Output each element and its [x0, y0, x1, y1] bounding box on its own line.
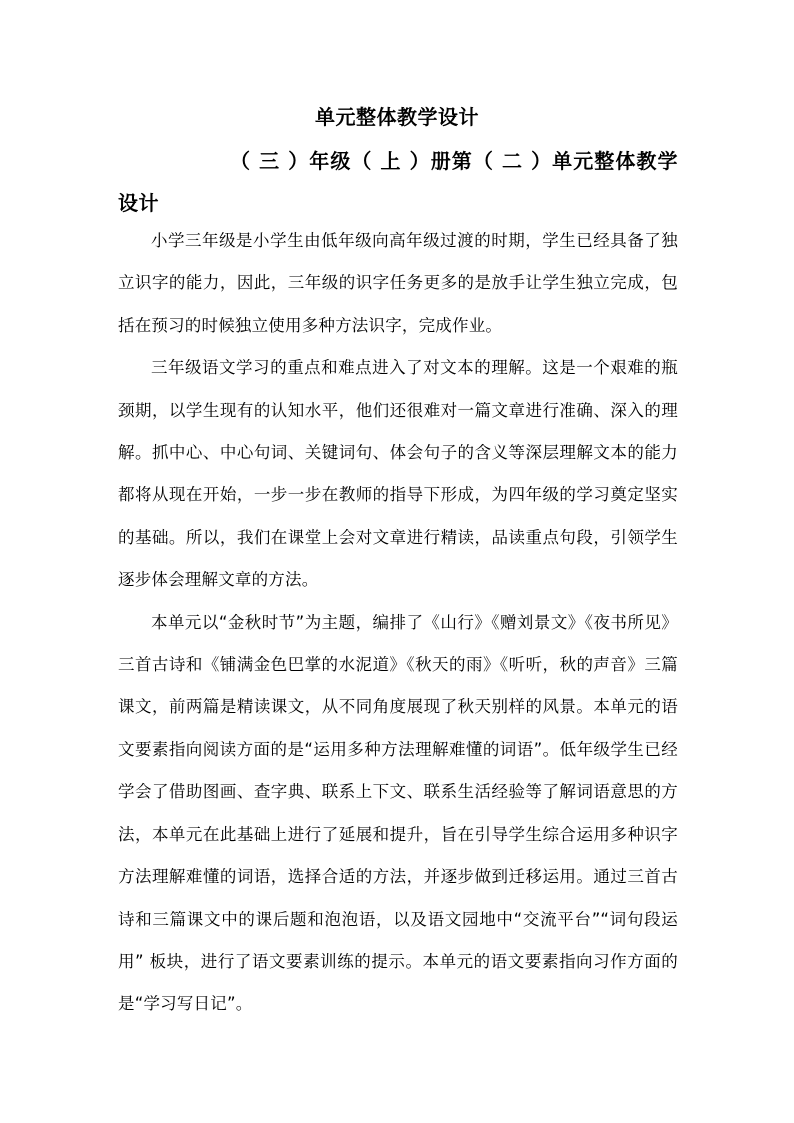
document-title: 单元整体教学设计	[315, 105, 479, 129]
document-subtitle: （ 三 ）年级（ 上 ）册第（ 二 ）单元整体教学设计	[118, 149, 678, 215]
paragraph: 本单元以“金秋时节”为主题，编排了《山行》《赠刘景文》《夜书所见》三首古诗和《铺满金色巴掌的水泥道》《秋天的雨》《听听，秋的声音》三篇课文，前两篇是精读课文，从不同角度展现了秋天别样的风景。本单元的语文要素指向阅读方面的是“运用多种方法理解难懂的词语”。低年级学生已经学会了借助图画、查字典、联系上下文、联系生活经验等了解词语意思的方法，本单元在此基础上进行了延展和提升，旨在引导学生综合运用多种识字方法理解难懂的词语，选择合适的方法，并逐步做到迁移运用。通过三首古诗和三篇课文中的课后题和泡泡语，以及语文园地中“交流平台”“词句段运用” 板块，进行了语文要素训练的提示。本单元的语文要素指向习作方面的是“学习写日记”。	[118, 612, 678, 1014]
document-body	[118, 220, 678, 1026]
paragraph: 三年级语文学习的重点和难点进入了对文本的理解。这是一个艰难的瓶颈期，以学生现有的认知水平，他们还很难对一篇文章进行准确、深入的理解。抓中心、中心句词、关键词句、体会句子的含义等深层理解文本的能力都将从现在开始，一步一步在教师的指导下形成，为四年级的学习奠定坚实的基础。所以，我们在课堂上会对文章进行精读，品读重点句段，引领学生逐步体会理解文章的方法。	[118, 358, 678, 590]
paragraph: 小学三年级是小学生由低年级向高年级过渡的时期，学生已经具备了独立识字的能力，因此，三年级的识字任务更多的是放手让学生独立完成，包括在预习的时候独立使用多种方法识字，完成作业。	[118, 231, 678, 335]
